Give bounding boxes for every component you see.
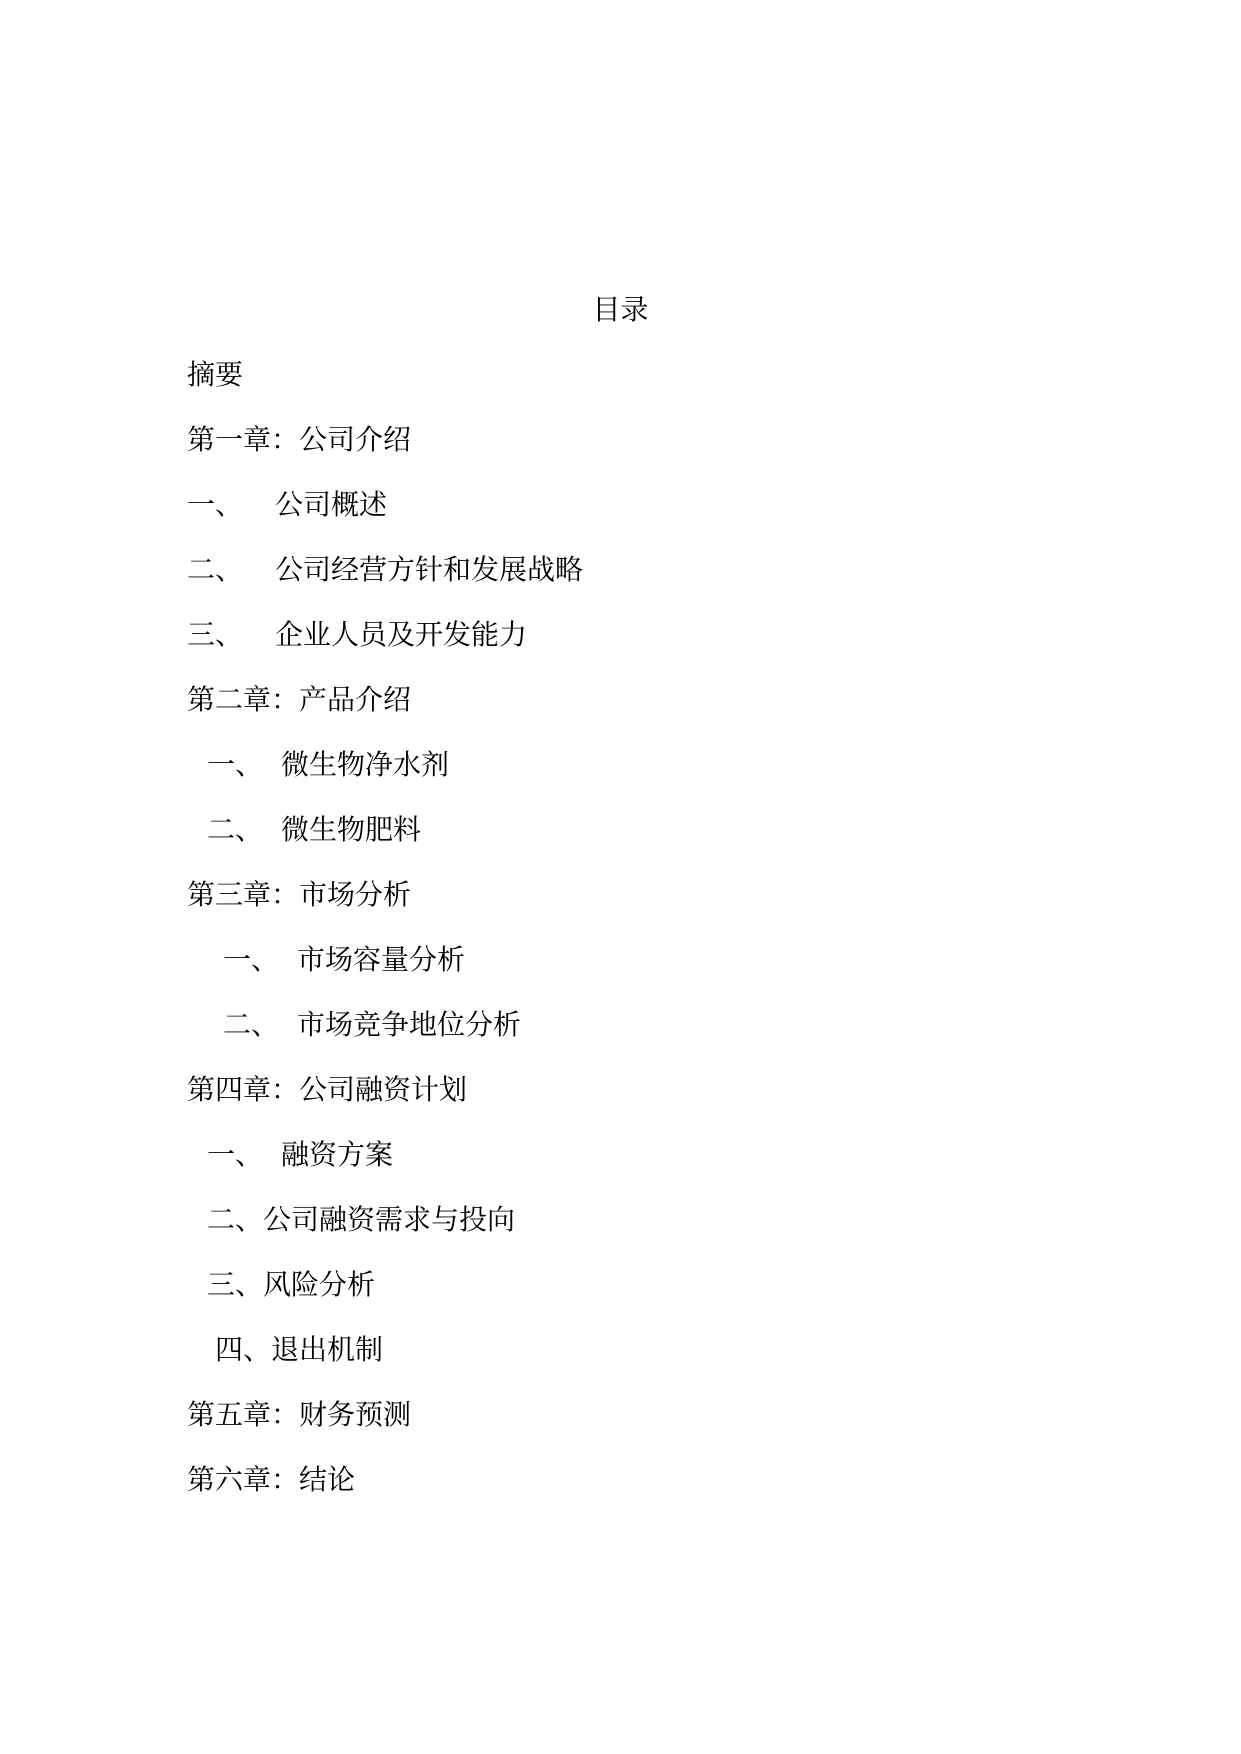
toc-entry-label: 市场容量分析 — [297, 943, 466, 976]
toc-entry-number: 三、 — [187, 618, 244, 651]
toc-entry-section[interactable] — [187, 810, 583, 875]
toc-entry-label: 第六章：结论 — [187, 1463, 356, 1496]
toc-entry-label: 三、风险分析 — [207, 1268, 376, 1301]
toc-entry-number: 一、 — [223, 943, 280, 976]
toc-entry-label: 摘要 — [187, 358, 244, 391]
toc-entry-label: 第四章：公司融资计划 — [187, 1073, 468, 1106]
toc-entry-label: 融资方案 — [281, 1138, 394, 1171]
toc-entry-chapter-3[interactable] — [187, 875, 583, 940]
toc-entry-number: 二、 — [207, 813, 264, 846]
toc-entry-label: 企业人员及开发能力 — [275, 618, 528, 651]
toc-entry-chapter-4[interactable] — [187, 1070, 583, 1135]
toc-entry-section[interactable] — [187, 550, 583, 615]
toc-entry-section[interactable] — [187, 615, 583, 680]
toc-entry-label: 第一章：公司介绍 — [187, 423, 412, 456]
toc-entry-label: 市场竞争地位分析 — [297, 1008, 522, 1041]
toc-entry-label: 第二章：产品介绍 — [187, 683, 412, 716]
toc-entry-number: 二、 — [223, 1008, 280, 1041]
toc-entry-abstract[interactable] — [187, 355, 583, 420]
toc-entry-section[interactable] — [187, 1135, 583, 1200]
toc-entry-label: 公司经营方针和发展战略 — [275, 553, 584, 586]
toc-entry-section[interactable] — [187, 745, 583, 810]
toc-entry-label: 公司概述 — [275, 488, 388, 521]
page-title: 目录 — [592, 293, 649, 326]
table-of-contents — [187, 355, 583, 1525]
toc-entry-chapter-2[interactable] — [187, 680, 583, 745]
toc-entry-label: 二、公司融资需求与投向 — [207, 1203, 516, 1236]
toc-entry-label: 微生物净水剂 — [281, 748, 450, 781]
toc-entry-label: 第三章：市场分析 — [187, 878, 412, 911]
toc-entry-section[interactable] — [187, 485, 583, 550]
toc-entry-number: 二、 — [187, 553, 244, 586]
toc-entry-number: 一、 — [187, 488, 244, 521]
toc-entry-chapter-6[interactable] — [187, 1460, 583, 1525]
toc-entry-label: 第五章：财务预测 — [187, 1398, 412, 1431]
toc-entry-section[interactable] — [187, 1005, 583, 1070]
toc-entry-section[interactable] — [187, 1200, 583, 1265]
toc-entry-chapter-5[interactable] — [187, 1395, 583, 1460]
toc-entry-section[interactable] — [187, 1330, 583, 1395]
toc-entry-label: 微生物肥料 — [281, 813, 422, 846]
toc-entry-chapter-1[interactable] — [187, 420, 583, 485]
toc-entry-section[interactable] — [187, 1265, 583, 1330]
toc-entry-label: 四、退出机制 — [215, 1333, 384, 1366]
toc-entry-number: 一、 — [207, 1138, 264, 1171]
toc-entry-section[interactable] — [187, 940, 583, 1005]
toc-entry-number: 一、 — [207, 748, 264, 781]
